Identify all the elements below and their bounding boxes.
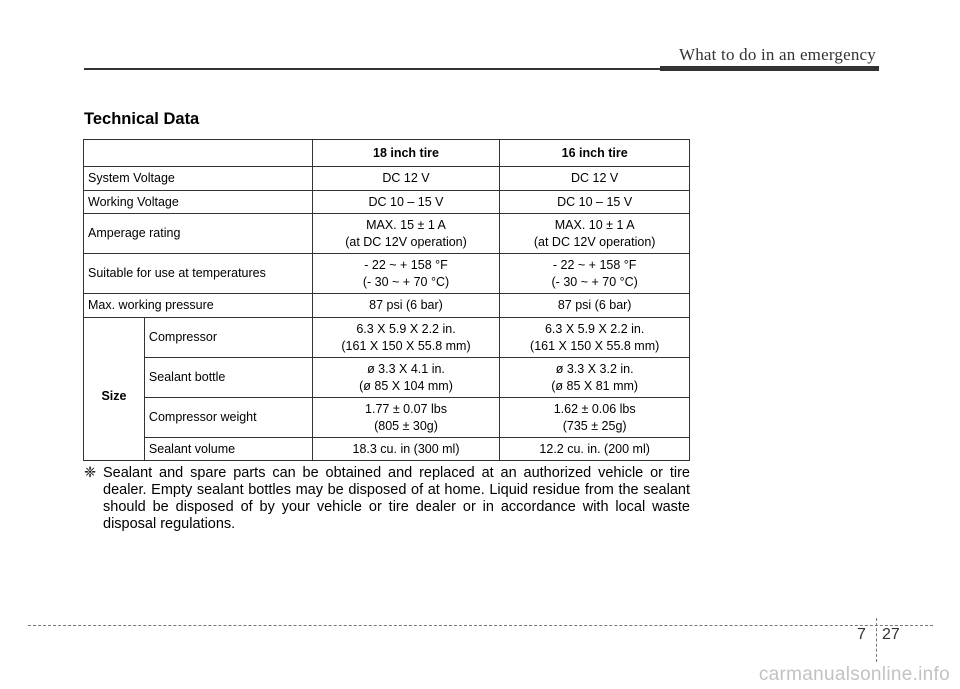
table-row [84, 191, 690, 214]
cell-line: ø 3.3 X 4.1 in. [367, 361, 445, 376]
row-label: System Voltage [84, 167, 313, 191]
cell-18-inch [312, 254, 500, 294]
section-header-title: What to do in an emergency [678, 45, 876, 64]
row-label: Amperage rating [84, 214, 313, 254]
chapter-number: 7 [857, 626, 866, 643]
page-number: 27 [882, 626, 900, 643]
row-label: Sealant volume [144, 438, 312, 461]
cell-line: MAX. 15 ± 1 A [366, 217, 446, 232]
row-label: Suitable for use at temperatures [84, 254, 313, 294]
cell-16-inch [500, 438, 690, 461]
cell-16-inch [500, 254, 690, 294]
table-header-blank [84, 140, 313, 167]
cell-line: DC 10 – 15 V [368, 194, 444, 209]
cell-16-inch [500, 191, 690, 214]
column-header-18-inch: 18 inch tire [312, 140, 500, 167]
cell-line: 1.62 ± 0.06 lbs [553, 401, 636, 416]
cell-18-inch [312, 438, 500, 461]
section-title: Technical Data [84, 110, 200, 128]
cell-16-inch [500, 398, 690, 438]
cell-line: (735 ± 25g) [562, 418, 627, 433]
table-row [84, 358, 690, 398]
row-label: Compressor [144, 318, 312, 358]
footer-rule [28, 625, 933, 626]
cell-line: DC 12 V [571, 171, 619, 185]
cell-18-inch [312, 318, 500, 358]
cell-line: 6.3 X 5.9 X 2.2 in. [544, 321, 645, 336]
cell-16-inch [500, 214, 690, 254]
row-label: Sealant bottle [144, 358, 312, 398]
row-label: Max. working pressure [84, 294, 313, 318]
technical-data-table [83, 139, 690, 461]
table-header-row [84, 140, 690, 167]
cell-line: (ø 85 X 81 mm) [551, 378, 639, 393]
cell-line: DC 12 V [382, 171, 430, 185]
cell-18-inch [312, 191, 500, 214]
cell-line: 87 psi (6 bar) [369, 298, 443, 312]
cell-line: (- 30 ~ + 70 °C) [362, 274, 450, 289]
size-group-label: Size [84, 318, 145, 461]
cell-16-inch [500, 318, 690, 358]
cell-line: 1.77 ± 0.07 lbs [365, 401, 447, 416]
cell-line: 87 psi (6 bar) [557, 298, 632, 312]
cell-line: 18.3 cu. in (300 ml) [352, 441, 460, 456]
table-row [84, 294, 690, 318]
footer-divider [876, 618, 877, 662]
cell-18-inch [312, 398, 500, 438]
sealant-disposal-note [84, 465, 690, 533]
note-symbol-icon: ❈ [84, 465, 97, 481]
table-row [84, 254, 690, 294]
cell-16-inch [500, 294, 690, 318]
cell-line: (161 X 150 X 55.8 mm) [341, 338, 471, 353]
cell-line: DC 10 – 15 V [557, 194, 633, 209]
cell-line: - 22 ~ + 158 °F [364, 257, 448, 272]
cell-line: (- 30 ~ + 70 °C) [551, 274, 638, 289]
table-row [84, 167, 690, 191]
cell-line: (at DC 12V operation) [345, 234, 467, 249]
cell-line: 12.2 cu. in. (200 ml) [539, 441, 650, 456]
table-row [84, 214, 690, 254]
cell-line: (161 X 150 X 55.8 mm) [530, 338, 660, 353]
cell-line: ø 3.3 X 3.2 in. [555, 361, 634, 376]
table-row [84, 438, 690, 461]
cell-line: MAX. 10 ± 1 A [554, 217, 635, 232]
note-text: Sealant and spare parts can be obtained and replaced at an authorized vehicle or tire dealer. Empty sealant bottles may be disposed of at home. Liquid residue from the sealant should be disposed of by your vehicle or tire dealer or in accordance with local waste disposal regulations. [103, 465, 690, 532]
cell-line: (805 ± 30g) [374, 418, 438, 433]
cell-16-inch [500, 358, 690, 398]
cell-18-inch [312, 294, 500, 318]
cell-18-inch [312, 358, 500, 398]
cell-line: (ø 85 X 104 mm) [359, 378, 453, 393]
cell-16-inch [500, 167, 690, 191]
watermark: carmanualsonline.info [758, 664, 950, 685]
cell-line: - 22 ~ + 158 °F [552, 257, 637, 272]
cell-18-inch [312, 167, 500, 191]
cell-line: (at DC 12V operation) [533, 234, 656, 249]
cell-line: 6.3 X 5.9 X 2.2 in. [356, 321, 456, 336]
table-row [84, 398, 690, 438]
row-label: Working Voltage [84, 191, 313, 214]
header-rule-accent [660, 66, 879, 71]
row-label: Compressor weight [144, 398, 312, 438]
note-paragraph [84, 465, 690, 533]
table-row [84, 318, 690, 358]
column-header-16-inch: 16 inch tire [500, 140, 690, 167]
cell-18-inch [312, 214, 500, 254]
